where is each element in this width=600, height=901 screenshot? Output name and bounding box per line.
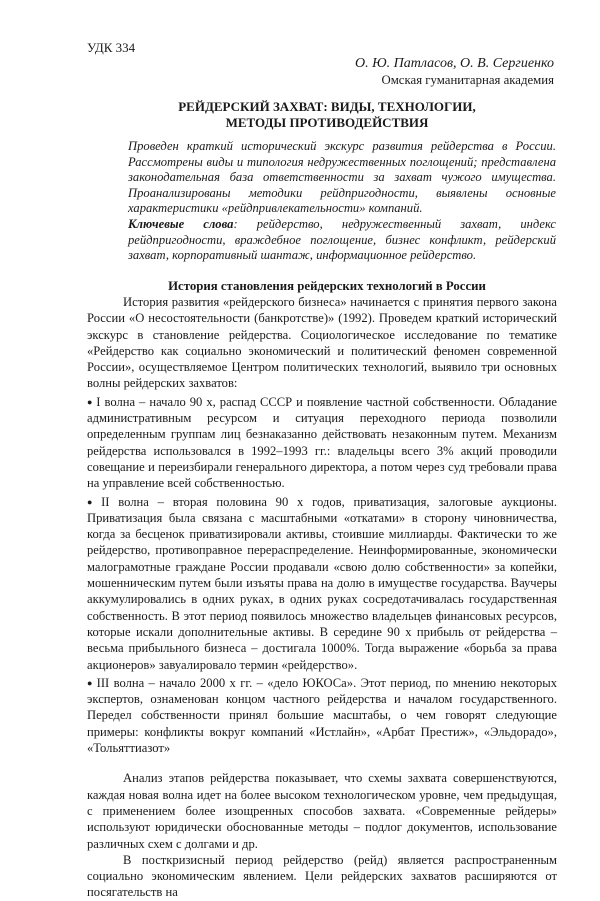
title-line-2: МЕТОДЫ ПРОТИВОДЕЙСТВИЯ bbox=[225, 115, 429, 130]
abstract-text: Проведен краткий исторический экскурс развития рейдерства в России. Рассмотрены виды и типология недружественных поглощений; представлена законодательная база ответственности за захват чужого имущества. Проанализированы методики рейдпригодности, выявлены основные характеристики «рейдпривлекательности» компаний. bbox=[128, 139, 556, 216]
section-heading: История становления рейдерских технологий в России bbox=[168, 279, 486, 293]
title-line-1: РЕЙДЕРСКИЙ ЗАХВАТ: ВИДЫ, ТЕХНОЛОГИИ, bbox=[178, 99, 476, 114]
article-body bbox=[87, 294, 557, 901]
bullet-icon: ● bbox=[87, 677, 94, 688]
analysis-paragraph: Анализ этапов рейдерства показывает, что схемы захвата совершенствуются, каждая новая волна идет на более высоком технологическом уровне, чем предыдущая, с применением более изощренных способов захвата. «Современные рейдеры» используют юридически обоснованные методы – подлог документов, использование различных схем с долгами и др. bbox=[87, 771, 557, 851]
intro-paragraph: История развития «рейдерского бизнеса» начинается с принятия первого закона России «О несостоятельности (банкротстве)» (1992). Проведем краткий исторический экскурс в становление рейдерства. Социологическое исследование по тематике «Рейдерство как социально экономический и политический феномен современной России», осуществляемое Центром политических технологий, выявило три основных волны рейдерских захватов: bbox=[87, 295, 557, 391]
affiliation: Омская гуманитарная академия bbox=[381, 73, 554, 87]
bullet-icon: ● bbox=[87, 496, 99, 507]
keywords bbox=[128, 217, 556, 264]
article-title bbox=[87, 99, 567, 131]
udk-code: УДК 334 bbox=[87, 40, 136, 55]
wave-1-item bbox=[87, 394, 557, 492]
keywords-list: : рейдерство, недружественный захват, индекс рейдпригодности, враждебное поглощение, бизнес конфликт, рейдерский захват, корпоративный шантаж, информационное рейдерство. bbox=[128, 216, 556, 263]
wave-3-text: III волна – начало 2000 х гг. – «дело ЮКОСа». Этот период, по мнению некоторых экспертов, ознаменован концом частного рейдерства и началом государственного. Передел собственности принял большие масштабы, о чем говорят следующие примеры: конфликты вокруг компаний «Истлайн», «Арбат Престиж», «Эльдорадо», «Тольяттиазот» bbox=[87, 675, 557, 756]
wave-3-item bbox=[87, 675, 557, 756]
authors: О. Ю. Патласов, О. В. Сергиенко bbox=[355, 56, 554, 71]
wave-2-text: II волна – вторая половина 90 х годов, приватизация, залоговые аукционы. Приватизация была связана с масштабными «откатами» в сторону чиновничества, когда за бесценок приватизировали активы, стоившие миллиарды. Фактически то же рейдерство, противоправное перераспределение. Неинформированные, экономически малограмотные граждане России продавали «свою долю собственности» за копейки, мошенническим путем были изъяты права на долю в имуществе государства. Ваучеры аккумулировались в одних руках, в одних руках сосредотачивалась государственная собственность. В этот период появилось множество владельцев финансовых ресурсов, которые искали дополнительные активы. В середине 90 х прибыль от рейдерства – весьма прибыльного бизнеса – достигала 1000%. Тогда выражение «борьба за права акционеров» завуалировало термин «рейдерство». bbox=[87, 494, 558, 672]
wave-2-item bbox=[87, 494, 557, 673]
paragraph-gap bbox=[87, 756, 557, 770]
wave-1-text: I волна – начало 90 х, распад СССР и появление частной собственности. Обладание административным ресурсом и ситуация переходного периода позволили определенным группам лиц безнаказанно действовать незаконным путем. Механизм рейдерства использовался в 1992–1993 гг.: владельцы всего 3% акций проводили совещание и переизбирали генерального директора, а потом через суд требовали права на управление всей собственностью. bbox=[87, 394, 558, 491]
bullet-icon: ● bbox=[87, 396, 94, 407]
postcrisis-paragraph: В посткризисный период рейдерство (рейд) является распространенным социально экономическим явлением. Цели рейдерских захватов расширяются от посягательств на bbox=[87, 852, 557, 900]
abstract bbox=[128, 139, 556, 264]
keywords-label: Ключевые слова bbox=[128, 216, 234, 231]
